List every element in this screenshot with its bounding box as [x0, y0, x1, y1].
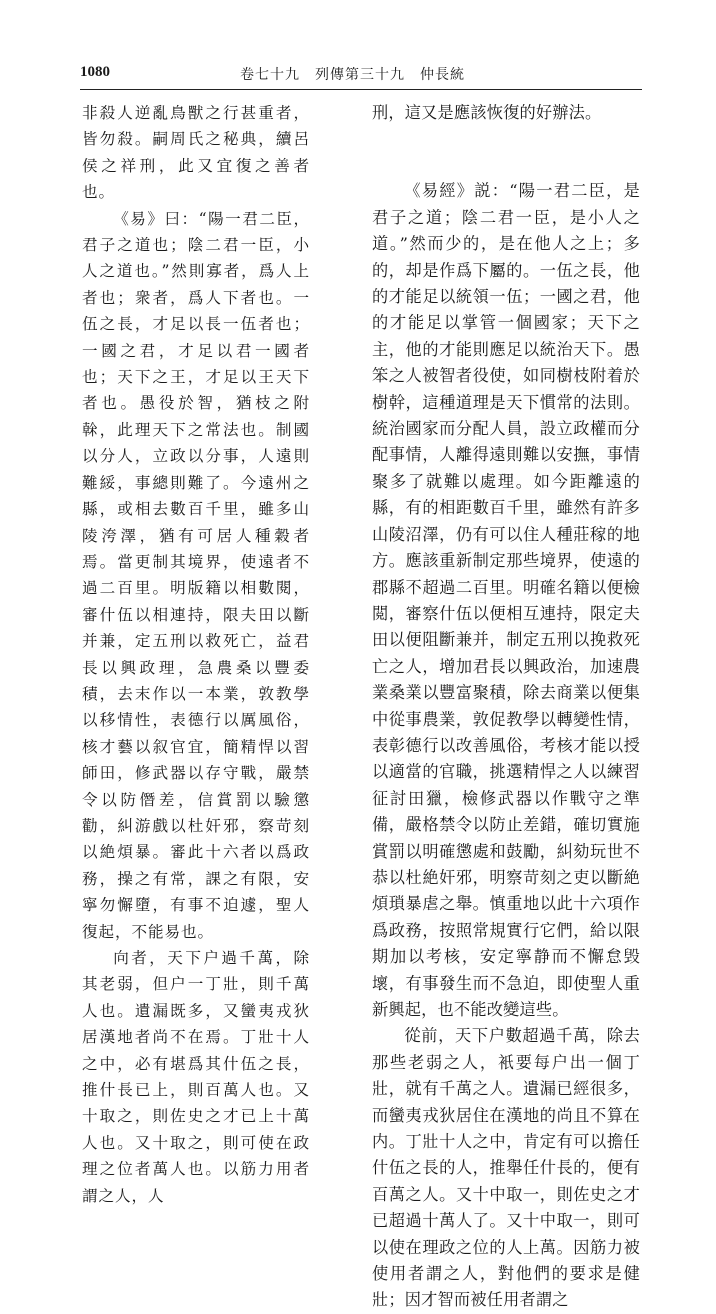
translation-paragraph-3: 從前，天下户數超過千萬，除去那些老弱之人，衹要每户出一個丁壯，就有千萬之人。遺漏已經很多，而蠻夷戎狄居住在漢地的尚且不算在内。丁壯十人之中，肯定有可以擔任什伍之長的人，推舉任什長的，便有百萬之人。又十中取一，則佐史之才已超過十萬人了。又十中取一，則可以使在理政之位的人上萬。因筋力被使用者謂之人，對他們的要求是健壯；因才智而被任用者謂之: [372, 1026, 640, 1310]
page-number: 1080: [80, 64, 110, 80]
translation-column: [372, 100, 640, 1310]
header-rule: [80, 89, 642, 90]
page-header: [0, 0, 716, 90]
original-text-column: [82, 100, 310, 1205]
original-paragraph-1: 非殺人逆亂鳥獸之行甚重者，皆勿殺。嗣周氏之秘典，續呂侯之祥刑，此又宜復之善者也。: [82, 104, 310, 202]
running-title: 卷七十九 列傳第三十九 仲長統: [240, 67, 465, 83]
original-paragraph-2: 《易》曰：“陽一君二臣，君子之道也；陰二君一臣，小人之道也。”然則寡者，爲人上者也；衆者，爲人下者也。一伍之長，才足以長一伍者也；一國之君，才足以君一國者也；天下之王，才足以王天下者也。愚役於智，猶枝之附榦，此理天下之常法也。制國以分人，立政以分事，人遠則難綏，事總則難了。今遠州之縣，或相去數百千里，雖多山陵洿澤，猶有可居人種穀者焉。當更制其境界，使遠者不過二百里。明版籍以相數閱，審什伍以相連持，限夫田以斷并兼，定五刑以救死亡，益君長以興政理，急農桑以豐委積，去末作以一本業，敦教學以移情性，表德行以厲風俗，核才藝以叙官宜，簡精悍以習師田，修武器以存守戰，嚴禁令以防僭差，信賞罰以驗懲勸，糾游戲以杜奸邪，察苛刻以絶煩暴。審此十六者以爲政務，操之有常，課之有限，安寧勿懈墮，有事不迫遽，聖人復起，不能易也。: [82, 209, 310, 941]
original-paragraph-3: 向者，天下户過千萬，除其老弱，但户一丁壯，則千萬人也。遺漏既多，又蠻夷戎狄居漢地者尚不在焉。丁壯十人之中，必有堪爲其什伍之長，推什長已上，則百萬人也。又十取之，則佐史之才已上十萬人也。又十取之，則可使在政理之位者萬人也。以筋力用者謂之人，人: [82, 949, 310, 1205]
translation-paragraph-2: 《易經》説：“陽一君二臣，是君子之道；陰二君一臣，是小人之道。”然而少的，是在他人之上；多的，却是作爲下屬的。一伍之長，他的才能足以統領一伍；一國之君，他的才能足以掌管一個國家；天下之主，他的才能則應足以統治天下。愚笨之人被智者役使，如同樹枝附着於樹幹，這種道理是天下慣常的法則。統治國家而分配人員，設立政權而分配事情，人離得遠則難以安撫，事情聚多了就難以處理。如今距離遠的縣，有的相距數百千里，雖然有許多山陵沼澤，仍有可以住人種莊稼的地方。應該重新制定那些境界，使遠的郡縣不超過二百里。明確名籍以便檢閲，審察什伍以便相互連持，限定夫田以便阻斷兼并，制定五刑以挽救死亡之人，增加君長以興政治，加速農業桑業以豐富聚積，除去商業以便集中從事農業，敦促教學以轉變性情，表彰德行以改善風俗，考核才能以授以適當的官職，挑選精悍之人以練習征討田獵，檢修武器以作戰守之準備，嚴格禁令以防止差錯，確切實施賞罰以明確懲處和鼓勵，糾劾玩世不恭以杜絶奸邪，明察苛刻之吏以斷絶煩瑣暴虐之舉。慎重地以此十六項作爲政務，按照常規實行它們，給以限期加以考核，安定寧静而不懈怠毁壞，有事發生而不急迫，即使聖人重新興起，也不能改變這些。: [372, 181, 640, 1019]
paragraph-gap: [372, 126, 640, 178]
translation-paragraph-1: 刑，這又是應該恢復的好辦法。: [372, 103, 602, 122]
